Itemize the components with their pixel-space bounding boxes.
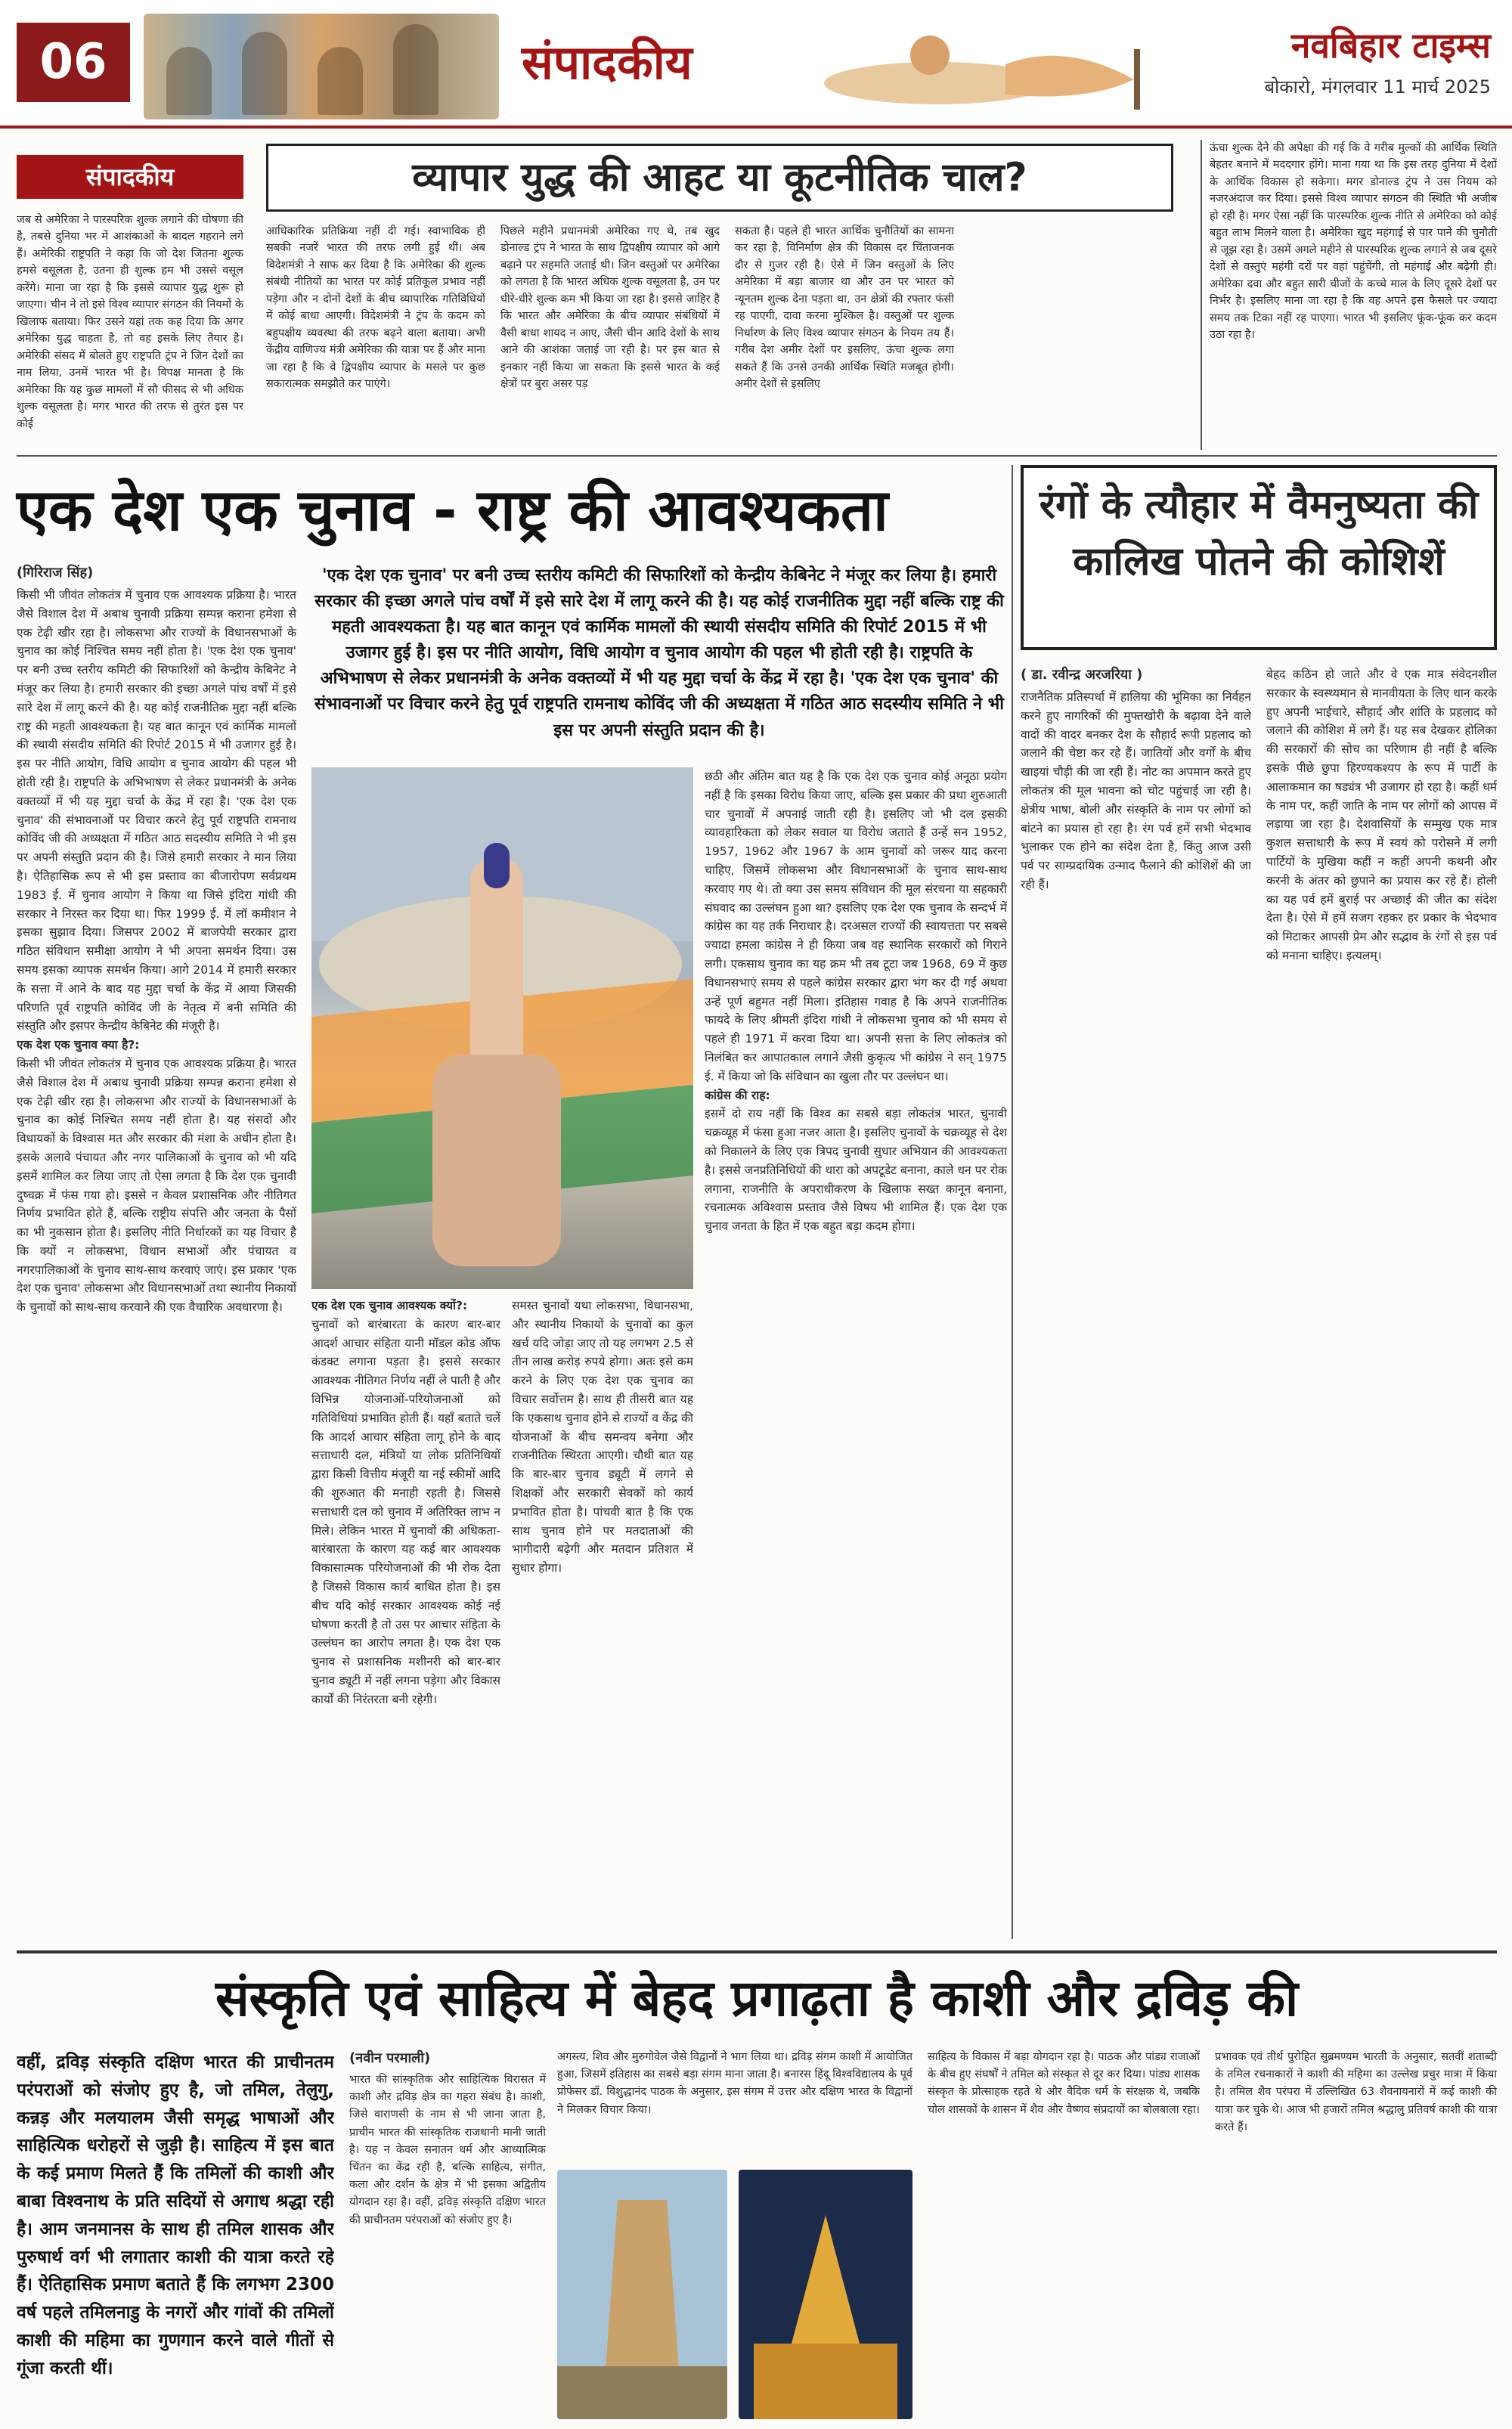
section-title: संपादकीय (522, 35, 692, 90)
editorial-column-4: सकता है। पहले ही भारत आर्थिक चुनौतियों का सामना कर रहा है, विनिर्माण क्षेत्र की विकास दर चिंताजनक दौर से गुजर रही है। ऐसे में जिन वस्तुओं के लिए अमेरिका में बड़ा बाजार था और उन पर भारत को न्यूनतम शुल्क देना पड़ता था, उन क्षेत्रों की रफ्तार फंसी रह पाएगी, दावा करना मुश्किल है। वस्तुओं पर शुल्क निर्धारण के लिए विश्व व्यापार संगठन के नियम तय हैं। गरीब देश अमीर देशों पर इसलिए, ऊंचा शुल्क लगा सकते हैं कि उनसे उनकी आर्थिक स्थिति मजबूत होगी। अमीर देशों से इसलिए (735, 225, 954, 391)
voting-finger-parliament-photo (311, 767, 693, 1289)
saint-illustration (816, 11, 1210, 121)
temple-gopuram-photo (557, 2170, 727, 2419)
side-article-column-2: बेहद कठिन हो जाते और वे एक मात्र संवेदनशील सरकार के स्वस्थ्यमान से मानवीयता के लिए धान करके हुए अपनी भाईचारे, सौहार्द और शांति के प्रहलाद को जलाने की कोशिश में लगे हैं। यह सब देखकर होलिका की सरकारों की सोच का परिणाम ही नहीं है बल्कि इसके पीछे छुपा हिरण्यकश्यप के रूप में पार्टी के आलाकमान का षड्यंत्र भी उजागर हो रहा है। कहीं धर्म के नाम पर, कहीं जाति के नाम पर लोगों को आपस में लड़ाया जा रहा है। देशवासियों के सम्मुख एक मात्र कुशल सत्ताधारी के रूप में स्वयं को परोसने में लगी पार्टियों के मुखिया कहीं न कहीं अपनी कथनी और करनी के अंतर को छुपाने का प्रयास कर रहे हैं। होली का यह पर्व हमें बुराई पर अच्छाई की जीत का संदेश देता है। ऐसे में हमें सजग रहकर हर प्रकार के भेदभाव को मिटाकर आपसी प्रेम और सद्भाव के रंगों से इस पर्व को मनाना चाहिए। इत्यलम्। (1266, 668, 1497, 962)
editorial-column-1: जब से अमेरिका ने पारस्परिक शुल्क लगाने की घोषणा की है, तबसे दुनिया भर में आशंकाओं के बादल गहराने लगे हैं। अमेरिकी राष्ट्रपति ने कहा कि जो देश जितना शुल्क हमसे वसूलता है, उतना ही शुल्क हम भी उससे वसूल करेंगे। माना जा रहा है कि इससे व्यापार युद्ध शुरू हो जाएगा। चीन ने तो इसे विश्व व्यापार संगठन की नियमों के खिलाफ बताया। फिर उसने यहां तक कह दिया कि अगर अमेरिका युद्ध चाहता है, तो वह इसके लिए तैयार है। अमेरिकी संसद में बोलते हुए राष्ट्रपति ट्रंप ने जिन देशों का नाम लिया, उनमें भारत भी है। विपक्ष मानता है कि अमेरिका कि यह कुछ मामलों में सौ फीसद से भी अधिक शुल्क वसूलता है। मगर भारत की तरफ से तुरंत इस पर कोई (17, 214, 243, 430)
gopuram-illustration (557, 2170, 727, 2419)
editorial-column-2: आधिकारिक प्रतिक्रिया नहीं दी गई। स्वाभाविक ही सबकी नजरें भारत की तरफ लगी हुई थीं। अब विदेशमंत्री ने साफ कर दिया है कि अमेरिका की शुल्क संबंधी नीतियों का भारत पर कोई प्रतिकूल प्रभाव नहीं पड़ेगा और न दोनों देशों के बीच व्यापारिक गतिविधियों में कोई बाधा आएगी। विदेशमंत्री ने ट्रंप के कदम को बहुपक्षीय व्यवस्था की तरफ बढ़ने वाला बताया। अभी केंद्रीय वाणिज्य मंत्री अमेरिका की यात्रा पर हैं और माना जा रहा है कि वे द्विपक्षीय व्यापार के मसले पर कुछ सकारात्मक समझौते कर पाएंगे। (266, 225, 485, 391)
editorial-column-3: पिछले महीने प्रधानमंत्री अमेरिका गए थे, तब खुद डोनाल्ड ट्रंप ने भारत के साथ द्विपक्षीय व्यापार को आगे बढ़ाने पर सहमति जताई थी। जिन वस्तुओं पर अमेरिका को लगता है कि भारत अधिक शुल्क वसूलता है, उन पर धीरे-धीरे शुल्क कम भी किया जा रहा है। इससे जाहिर है कि भारत और अमेरिका के बीच व्यापार संबंधियों में वैसी बाधा शायद न आए, जैसी चीन आदि देशों के साथ आने की आशंका जताई जा रही है। पर इस बात से इनकार नहीं किया जा सकता कि इससे भारत के कई क्षेत्रों पर बुरा असर पड़ (500, 225, 720, 391)
photo-illustration (311, 767, 693, 1289)
bottom-article-headline: संस्कृति एवं साहित्य में बेहद प्रगाढ़ता है काशी और द्रविड़ की (17, 1950, 1497, 2041)
editorial-tag: संपादकीय (17, 155, 243, 199)
main-article-byline: (गिरिराज सिंह) (17, 565, 94, 581)
main-article-col3-text: छठी और अंतिम बात यह है कि एक देश एक चुनाव कोई अनूठा प्रयोग नहीं है कि इसका विरोध किया जाए, बल्कि इस प्रकार की प्रथा शुरुआती चार चुनावों में अपनाई जाती रही है। इसलिए जो भी दल इसकी व्यावहारिकता को लेकर सवाल या विरोध जताते हैं उन्हें सन 1952, 1957, 1962 और 1967 के आम चुनावों को जरूर याद करना चाहिए, जिसमें लोकसभा और विधानसभाओं के चुनाव साथ-साथ करवाए गए थे। तो क्या उस समय संविधान की मूल संरचना या सहकारी संघवाद का उल्लंघन हुआ था? इसलिए एक देश एक चुनाव के सन्दर्भ में कांग्रेस का यह तर्क निराधार है। दरअसल राज्यों की स्वायत्तता पर सबसे ज्यादा हमला कांग्रेस ने ही किया जब वह स्थानिक सरकारों को गिराने लगी। एकसाथ चुनाव का यह क्रम भी तब टूटा जब 1968, 69 में कुछ विधानसभाएं समय से पहले कांग्रेस सरकार द्वारा भंग कर दी गईं अथवा उन्हें पूर्ण बहुमत नहीं मिला। इतिहास गवाह है कि अपने राजनीतिक फायदे के लिए श्रीमती इंदिरा गांधी ने लोकसभा चुनाव को भी समय से पहले ही 1971 में करवा दिया था। अपनी सत्ता के लिए लोकतंत्र को निलंबित कर आपातकाल लगाने जैसी कुकृत्य भी कांग्रेस ने सन् 1975 ई. में किया जो कि संविधान का खुला तौर पर उल्लंघन था। (705, 770, 1007, 1083)
page-number: 06 (17, 23, 130, 102)
bottom-article-column-1 (349, 2049, 546, 2419)
editorial-column-5: ऊंचा शुल्क देने की अपेक्षा की गई कि वे गरीब मुल्कों की आर्थिक स्थिति बेहतर बनाने में मददगार होंगे। माना गया था कि इस तरह दुनिया में देशों के आर्थिक विकास हो सकेगा। मगर डोनाल्ड ट्रंप ने उस नियम को नजरअंदाज कर दिया। इससे विश्व व्यापार संगठन की स्थिति भी अजीब हो रही है। मगर ऐसा नहीं कि पारस्परिक शुल्क नीति से अमेरिका को कोई बहुत लाभ मिलने वाला है। अमेरिका खुद महंगाई से पार पाने की चुनौती से जूझ रहा है। उसमें अगले महीने से पारस्परिक शुल्क लगाने से जब दूसरे देशों से वस्तुएं महंगी दरों पर वहां पहुंचेंगी, तो महंगाई और बढ़ेगी ही। अमेरिका दवा और बहुत सारी चीजों के कच्चे माल के लिए दूसरे देशों पर निर्भर है। इसलिए माना जा रहा है कि वह अपने इस फैसले पर ज्यादा समय तक टिका नहीं रह पाएगा। भारत भी इसलिए फूंक-फूंक कर कदम उठा रहा है। (1210, 142, 1497, 342)
bottom-article-column-4: प्रभावक एवं तीर्थ पुरोहित सुब्रमण्यम भारती के अनुसार, सतवीं शताब्दी के तमिल रचनाकारों ने काशी की महिमा का उल्लेख प्रचुर मात्रा में किया है। तमिल शैव परंपरा में उल्लिखित 63 शैवनायनारों में कई काशी की यात्रा कर चुके थे। आज भी हजारों तमिल श्रद्धालु प्रतिवर्ष काशी की यात्रा करते हैं। (1215, 2051, 1497, 2133)
bottom-article (17, 1950, 1497, 2429)
editorial-headline: व्यापार युद्ध की आहट या कूटनीतिक चाल? (266, 144, 1173, 212)
main-article-column-4: समस्त चुनावों यथा लोकसभा, विधानसभा, और स्थानीय निकायों के चुनावों का कुल खर्च यदि जोड़ा जाए तो यह लगभग 2.5 से तीन लाख करोड़ रुपये होगा। अतः इसे कम करने के लिए एक देश एक चुनाव का विचार सर्वोत्तम है। साथ ही तीसरी बात यह कि एकसाथ चुनाव होने से राज्यों व केंद्र की योजनाओं के बीच समन्वय बनेगा और राजनीतिक स्थिरता आएगी। चौथी बात यह कि बार-बार चुनाव ड्यूटी में लगने से शिक्षकों और सरकारी सेवकों को कार्य प्रभावित होता है। पांचवी बात है कि एक साथ चुनाव होने पर मतदाताओं की भागीदारी बढ़ेगी और मतदान प्रतिशत में सुधार होगा। (512, 1299, 693, 1575)
bottom-article-byline: (नवीन परमाली) (349, 2050, 431, 2066)
main-article-col2-text: चुनावों को बारंबारता के कारण बार-बार आदर्श आचार संहिता यानी मॉडल कोड ऑफ कंडक्ट लगाना पड़ता है। इससे सरकार आवश्यक नीतिगत निर्णय नहीं ले पाती है और विभिन्न योजनाओं-परियोजनाओं को गतिविधियां प्रभावित होती हैं। यहाँ बताते चलें कि आदर्श आचार संहिता लागू होने के बाद सत्ताधारी दल, मंत्रियों या लोक प्रतिनिधियों द्वारा किसी वित्तीय मंजूरी या नई स्कीमों आदि की शुरुआत की मनाही रहती है। जिससे सत्ताधारी दल को चुनाव में अतिरिक्त लाभ न मिले। लेकिन भारत में चुनावों की अधिकता-बारंबारता के कारण यह कई बार आवश्यक विकासात्मक परियोजनाओं की भी रोक देता है जिससे विकास कार्य बाधित होता है। इस बीच यदि कोई सरकार आवश्यक कोई नई घोषणा करती है तो उस पर आचार संहिता के उल्लंघन का आरोप लगता है। एक देश एक चुनाव से प्रशासनिक मशीनरी को बार-बार चुनाव ड्यूटी में नहीं लगना पड़ेगा और विकास कार्यों की निरंतरता बनी रहेगी। (311, 1317, 500, 1706)
main-article-column-2 (311, 1297, 500, 1932)
bottom-article-pull-quote: वहीं, द्रविड़ संस्कृति दक्षिण भारत की प्राचीनतम परंपराओं को संजोए हुए है, जो तमिल, तेलुगु, कन्नड़ और मलयालम जैसी समृद्ध भाषाओं और साहित्यिक धरोहरों से जुड़ी है। साहित्य में इस बात के कई प्रमाण मिलते हैं कि तमिलों की काशी और बाबा विश्वनाथ के प्रति सदियों से अगाध श्रद्धा रही है। आम जनमानस के साथ ही तमिल शासक और पुरुषार्थ वर्ग भी लगातार काशी की यात्रा करते रहे हैं। ऐतिहासिक प्रमाण बताते हैं कि लगभग 2300 वर्ष पहले तमिलनाडु के नगरों और गांवों की तमिलों काशी की महिमा का गुणगान करने वाले गीतों से गूंजा करती थीं। (17, 2053, 334, 2378)
ghats-illustration (739, 2170, 912, 2419)
main-article (17, 465, 1007, 1939)
masthead (0, 0, 1512, 129)
side-article-col1-text: राजनैतिक प्रतिस्पर्धा में हालिया की भूमिका का निर्वहन करने हुए नागरिकों की मुफ्तखोरी के बढ़ावा देने वाले वादों की वादर बनकर देश के सौहार्द रूपी प्रहलाद को जलाने की चेष्टा कर रहे हैं। जातियों और वर्गों के बीच खाइयां चौड़ी की जा रही हैं। नोट का अपमान करते हुए लोकतंत्र की मूल भावना को चोट पहुंचाई जा रही है। क्षेत्रीय भाषा, बोली और संस्कृति के नाम पर लोगों को बांटने का प्रयास हो रहा है। रंग पर्व हमें सभी भेदभाव भुलाकर एक होने का संदेश देता है, किंतु आज उसी पर्व पर साम्प्रदायिक उन्माद फैलाने की कोशिशें की जा रही हैं। (1021, 690, 1251, 891)
date-line: बोकारो, मंगलवार 11 मार्च 2025 (1264, 76, 1491, 98)
main-article-column-3 (705, 767, 1007, 1932)
main-article-column-1 (17, 563, 296, 1932)
side-article (1021, 465, 1497, 1939)
side-article-headline: रंगों के त्यौहार में वैमनुष्यता की कालिख पोतने की कोशिशें (1021, 465, 1497, 650)
header-collage-image (144, 14, 499, 119)
bottom-article-col1-text: भारत की सांस्कृतिक और साहित्यिक विरासत में काशी और द्रविड़ क्षेत्र का गहरा संबंध है। काशी, जिसे वाराणसी के नाम से भी जाना जाता है, प्राचीन भारत की सांस्कृतिक राजधानी मानी जाती है। यह न केवल सनातन धर्म और आध्यात्मिक चिंतन का केंद्र रही है, बल्कि साहित्य, संगीत, कला और दर्शन के क्षेत्र में भी इसका अद्वितीय योगदान रहा है। वहीं, द्रविड़ संस्कृति दक्षिण भारत की प्राचीनतम परंपराओं को संजोए हुए है। (349, 2074, 546, 2226)
main-article-col1-text: किसी भी जीवंत लोकतंत्र में चुनाव एक आवश्यक प्रक्रिया है। भारत जैसे विशाल देश में अबाध चुनावी प्रक्रिया सम्पन्न कराना हमेशा से एक टेढ़ी खीर रहा है। लोकसभा और राज्यों के विधानसभाओं के चुनाव का कोई निश्चित समय नहीं होता है। 'एक देश एक चुनाव' पर बनी उच्च स्तरीय कमिटी की सिफारिशों को केन्द्रीय केबिनेट ने मंजूर कर लिया है। हमारी सरकार की इच्छा अगले पांच वर्षों में इसे सारे देश में लागू करने की है। यह कोई राजनीतिक मुद्दा नहीं बल्कि राष्ट्र की महती आवश्यकता है। यह बात कानून एवं कार्मिक मामलों की स्थायी संसदीय समिति की रिपोर्ट 2015 में भी उजागर हुई है। इस पर नीति आयोग, विधि आयोग व चुनाव आयोग की पहल भी होती रही है। राष्ट्रपति के अभिभाषण से लेकर प्रधानमंत्री के अनेक वक्तव्यों में भी यह मुद्दा चर्चा के केंद्र में रहा है। 'एक देश एक चुनाव' की संभावनाओं पर विचार करने हेतु पूर्व राष्ट्रपति रामनाथ कोविंद जी की अध्यक्षता में गठित आठ सदस्यीय समिति ने भी इस पर अपनी संस्तुति प्रदान की है। जिसे हमारी सरकार ने मान लिया है। ऐतिहासिक रूप से भी इस प्रस्ताव का बीजारोपण सर्वप्रथम 1983 ई. में चुनाव आयोग ने किया था जिसे इंदिरा गांधी की सरकार ने निरस्त कर दिया था। फिर 1999 ई. में लॉ कमीशन ने इसका सुझाव दिया। जिसपर 2002 में बाजपेयी सरकार द्वारा गठित संविधान समीक्षा आयोग ने भी अपना समर्थन दिया। उस समय इसका व्यापक समर्थन किया। आगे 2014 में हमारी सरकार के सत्ता में आने के बाद यह मुद्दा चर्चा के केंद्र में आया जिसकी परिणति पूर्व राष्ट्रपति कोविंद जी के नेतृत्व में बनी समिति की संस्तुति और इसपर केन्द्रीय केबिनेट की मंजूरी है। (17, 588, 296, 1033)
main-article-headline: एक देश एक चुनाव - राष्ट्र की आवश्यकता (17, 476, 888, 544)
main-article-col3-text-b: इसमें दो राय नहीं कि विश्व का सबसे बड़ा लोकतंत्र भारत, चुनावी चक्रव्यूह में फंसा हुआ नजर आता है। इसलिए चुनावों के चक्रव्यूह से देश को निकालने के लिए एक त्रिपद चुनावी सुधार अभियान की आवश्यकता है। इससे जनप्रतिनिधियों की धारा को अपटूडेट बनाना, काले धन पर रोक लगाना, राजनीति के अपराधीकरण के खिलाफ सख्त कानून बनाना, रचनात्मक अविश्वास प्रस्ताव जैसे विषय भी शामिल हैं। एक देश एक चुनाव जनता के हित में एक बहुत बड़ा कदम होगा। (705, 1107, 1007, 1234)
column-divider (1012, 465, 1013, 1939)
newspaper-brand (1241, 21, 1491, 99)
column-divider (1201, 140, 1202, 450)
main-article-col1-text-b: किसी भी जीवंत लोकतंत्र में चुनाव एक आवश्यक प्रक्रिया है। भारत जैसे विशाल देश में अबाध चुनावी प्रक्रिया सम्पन्न कराना हमेशा से एक टेढ़ी खीर रहा है। लोकसभा और राज्यों के विधानसभाओं के चुनाव का कोई निश्चित समय नहीं होता है। यह संसदों और विधायकों के विश्वास मत और सरकार की मंशा के अधीन होता है। इसके अलावे पंचायत और नगर पालिकाओं के चुनाव को भी यदि इसमें शामिल कर लिया जाए तो ऐसा लगता है कि देश एक चुनावी दुष्चक्र में फंस गया हो। इससे न केवल प्रशासनिक और नीतिगत निर्णय प्रभावित होते हैं, बल्कि राष्ट्रीय संपत्ति और जनता के पैसों का भी नुकसान होता है। इसलिए नीति निर्धारकों का यह विचार है कि क्यों न लोकसभा, विधान सभाओं और पंचायत व नगरपालिकाओं के चुनाव साथ-साथ करवाएं जाएं। इस प्रकार 'एक देश एक चुनाव' लोकसभा और विधानसभाओं तथा स्थानीय निकायों के चुनावों को साथ-साथ करवाने की एक वैचारिक अवधारणा है। (17, 1056, 296, 1315)
side-article-byline: ( डा. रवीन्द्र अरजरिया ) (1021, 667, 1143, 683)
bottom-article-column-2: अगस्त्य, शिव और मुरुगोवेल जैसे विद्वानों ने भाग लिया था। द्रविड़ संगम काशी में आयोजित हुआ, जिसमें इतिहास का सबसे बड़ा संगम माना जाता है। बनारस हिंदू विश्वविद्यालय के पूर्व प्रोफेसर डॉ. विशुद्धानंद पाठक के अनुसार, इस संगम में उत्तर और दक्षिण भारत के विद्वानों ने मिलकर विचार किया। (557, 2051, 912, 2116)
section-divider (17, 455, 1497, 457)
bottom-article-column-3: साहित्य के विकास में बड़ा योगदान रहा है। पाठक और पांड्य राजाओं के बीच हुए संघर्षों ने तमिल को संस्कृत से दूर कर दिया। पांड्य शासक संस्कृत के प्रोत्साहक रहते थे और वैदिक धर्म के संरक्षक थे, जबकि चोल शासकों के शासन में शैव और वैष्णव संप्रदायों का बोलबाला रहा। (928, 2051, 1200, 2116)
main-article-subhead-2: एक देश एक चुनाव आवश्यक क्यों?: (311, 1299, 468, 1312)
main-article-highlight: 'एक देश एक चुनाव' पर बनी उच्च स्तरीय कमिटी की सिफारिशों को केन्द्रीय केबिनेट ने मंजूर कर लिया है। हमारी सरकार की इच्छा अगले पांच वर्षों में इसे सारे देश में लागू करने की है। यह कोई राजनीतिक मुद्दा नहीं बल्कि राष्ट्र की महती आवश्यकता है। यह बात कानून एवं कार्मिक मामलों की स्थायी संसदीय समिति की रिपोर्ट 2015 में भी उजागर हुई है। इस पर नीति आयोग, विधि आयोग व चुनाव आयोग की पहल भी होती रही है। राष्ट्रपति के अभिभाषण से लेकर प्रधानमंत्री के अनेक वक्तव्यों में भी यह मुद्दा चर्चा के केंद्र में रहा है। 'एक देश एक चुनाव' की संभावनाओं पर विचार करने हेतु पूर्व राष्ट्रपति रामनाथ कोविंद जी की अध्यक्षता में गठित आठ सदस्यीय समिति ने भी इस पर अपनी संस्तुति प्रदान की है। (314, 566, 1004, 740)
editorial-section (17, 140, 1196, 450)
main-article-subhead-1: एक देश एक चुनाव क्या है?: (17, 1038, 140, 1052)
main-article-subhead-3: कांग्रेस की राह: (705, 1088, 770, 1102)
temple-ghats-photo (739, 2170, 912, 2419)
brand-name: नवबिहार टाइम्स (1290, 25, 1491, 66)
side-article-column-1 (1021, 665, 1251, 1935)
